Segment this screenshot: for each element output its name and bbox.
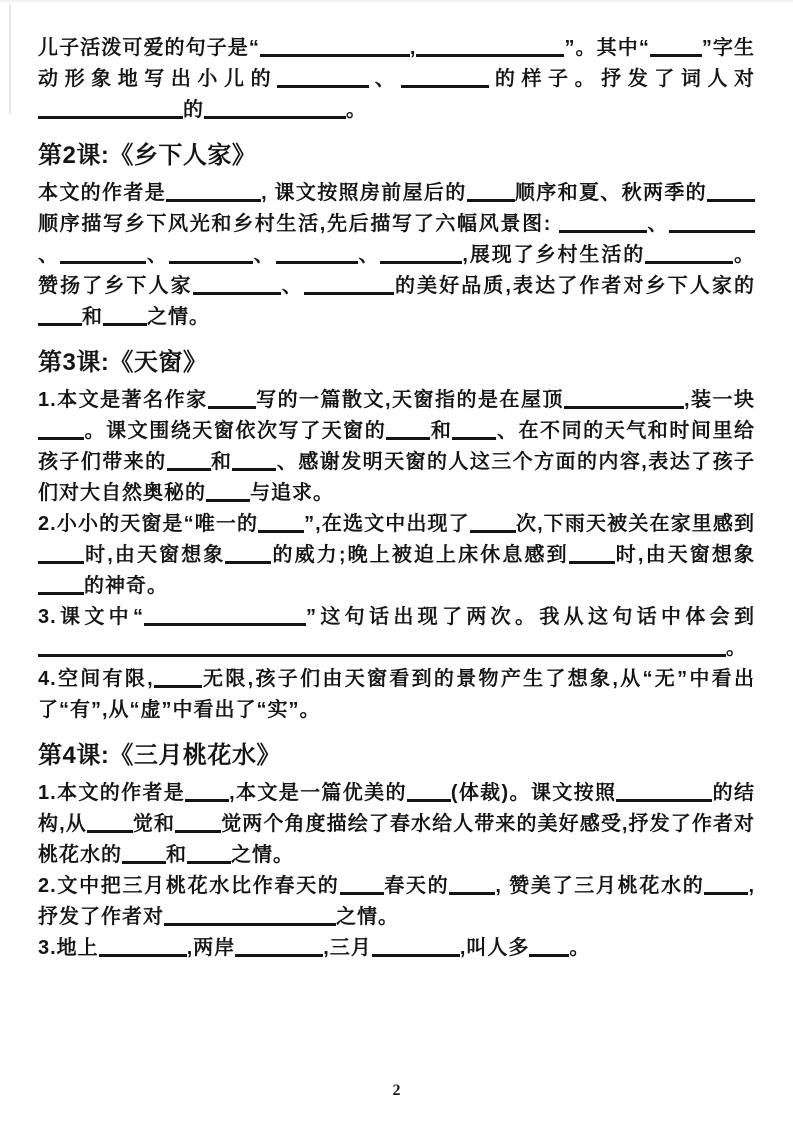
fill-in-blank <box>529 942 569 957</box>
text-run: 顺序和夏、秋两季的 <box>514 182 708 204</box>
text-run: 、 <box>369 68 402 90</box>
text-run: 1.本文的作者是 <box>38 782 186 804</box>
fill-in-blank <box>166 187 261 202</box>
text-run: (体裁)。课文按照 <box>450 782 617 804</box>
fill-in-blank <box>99 942 187 957</box>
text-run: ,三月 <box>323 937 372 959</box>
text-run: 觉和 <box>132 813 176 835</box>
section-heading: 第3课:《天窗》 <box>38 349 208 376</box>
text-run: 和 <box>430 420 453 442</box>
text-run: 3.地上 <box>38 937 99 959</box>
text-run: ”,在选文中出现了 <box>304 513 470 535</box>
fill-in-blank <box>260 42 410 57</box>
fill-in-blank <box>452 425 496 440</box>
fill-in-blank <box>449 880 495 895</box>
fill-in-blank <box>650 42 702 57</box>
text-run: 的威力;晚上被迫上床休息感到 <box>271 544 569 566</box>
fill-in-blank <box>386 425 430 440</box>
worksheet-paragraph <box>38 933 755 964</box>
text-run: 的结构,从 <box>38 782 755 835</box>
text-run: 时,由天窗想象 <box>84 544 226 566</box>
fill-in-blank <box>645 249 733 264</box>
fill-in-blank <box>467 187 515 202</box>
worksheet-paragraph <box>38 509 755 602</box>
text-run: 、在不同的天气和时间里给孩子们带来的 <box>38 420 756 473</box>
text-run: 。 <box>569 937 591 959</box>
fill-in-blank <box>559 218 647 233</box>
text-run: 。 <box>726 637 747 659</box>
page-number: 2 <box>392 1082 401 1099</box>
scan-edge-artifact <box>9 4 11 114</box>
text-run: , <box>409 37 417 59</box>
fill-in-blank <box>103 311 147 326</box>
text-run: 之情。 <box>147 306 210 328</box>
fill-in-blank <box>372 942 460 957</box>
scan-edge-artifact <box>0 0 793 2</box>
fill-in-blank <box>185 787 229 802</box>
fill-in-blank <box>304 280 394 295</box>
worksheet-paragraph <box>38 33 755 126</box>
fill-in-blank <box>38 311 82 326</box>
fill-in-blank <box>277 73 369 88</box>
text-run: ,本文是一篇优美的 <box>229 782 407 804</box>
fill-in-blank <box>470 518 516 533</box>
text-run: ,叫人多 <box>459 937 530 959</box>
fill-in-blank <box>380 249 462 264</box>
fill-in-blank <box>407 787 451 802</box>
fill-in-blank <box>564 394 684 409</box>
worksheet-paragraph <box>38 385 755 509</box>
fill-in-blank <box>340 880 384 895</box>
text-run: 觉两个角度描绘了春水给人带来的美好感受,抒发了作者对桃花水的 <box>38 813 756 866</box>
text-run: 和 <box>166 844 187 866</box>
text-run: 之情。 <box>231 844 294 866</box>
text-run: 3.课文中“ <box>38 606 145 628</box>
fill-in-blank <box>87 818 133 833</box>
text-run: 与追求。 <box>250 482 334 504</box>
section-heading: 第4课:《三月桃花水》 <box>38 742 281 769</box>
fill-in-blank <box>401 73 489 88</box>
worksheet-paragraph <box>38 871 755 933</box>
fill-in-blank <box>569 549 615 564</box>
text-run: ”这句话出现了两次。我从这句话中体会到 <box>306 606 755 628</box>
fill-in-blank <box>154 673 202 688</box>
text-run: ”字生动形象地写出小儿的 <box>38 37 756 90</box>
text-run: 儿子活泼可爱的句子是“ <box>38 37 260 59</box>
fill-in-blank <box>144 611 306 626</box>
text-run: 次,下雨天被关在家里感到 <box>515 513 755 535</box>
section-heading: 第2课:《乡下人家》 <box>38 142 257 169</box>
fill-in-blank <box>187 849 231 864</box>
text-run: 和 <box>82 306 103 328</box>
text-run: 。课文围绕天窗依次写了天窗的 <box>84 420 387 442</box>
fill-in-blank <box>707 187 755 202</box>
text-run: 2.小小的天窗是“唯一的 <box>38 513 259 535</box>
text-run: 、 <box>145 244 169 266</box>
text-run: ,两岸 <box>186 937 236 959</box>
fill-in-blank <box>616 787 712 802</box>
text-run: 1.本文是著名作家 <box>38 389 208 411</box>
text-run: 。赞扬了乡下人家 <box>38 244 756 297</box>
fill-in-blank <box>175 818 221 833</box>
text-run: 、 <box>252 244 276 266</box>
fill-in-blank <box>193 280 281 295</box>
worksheet-paragraph <box>38 178 755 333</box>
fill-in-blank <box>258 518 304 533</box>
fill-in-blank <box>276 249 358 264</box>
text-run: 、 <box>646 213 670 235</box>
text-run: 时,由天窗想象 <box>614 544 755 566</box>
text-run: ,展现了乡村生活的 <box>462 244 646 266</box>
text-run: 、感谢发明天窗的人这三个方面的内容,表达了孩子们对大自然奥秘的 <box>38 451 756 504</box>
text-run: 之情。 <box>336 906 399 928</box>
text-run: 的神奇。 <box>84 575 168 597</box>
text-run: , 赞美了三月桃花水的 <box>495 875 705 897</box>
text-run: 的样子。抒发了词人对 <box>489 68 756 90</box>
fill-in-blank <box>208 394 256 409</box>
fill-in-blank <box>225 549 271 564</box>
fill-in-blank <box>204 104 346 119</box>
fill-in-blank <box>235 942 323 957</box>
fill-in-blank <box>669 218 755 233</box>
page-footer <box>0 1082 793 1100</box>
fill-in-blank <box>60 249 146 264</box>
text-run: 写的一篇散文,天窗指的是在屋顶 <box>255 389 564 411</box>
worksheet-paragraph <box>38 778 755 871</box>
document-content <box>38 33 755 964</box>
worksheet-paragraph <box>38 602 755 664</box>
text-run: 的美好品质,表达了作者对乡下人家的 <box>393 275 755 297</box>
fill-in-blank <box>167 456 211 471</box>
fill-in-blank <box>169 249 253 264</box>
text-run: 、 <box>357 244 381 266</box>
text-run: 、 <box>280 275 304 297</box>
worksheet-paragraph <box>38 664 755 726</box>
text-run: 和 <box>210 451 233 473</box>
text-run: 2.文中把三月桃花水比作春天的 <box>38 875 340 897</box>
fill-in-blank <box>164 911 336 926</box>
fill-in-blank <box>206 487 250 502</box>
fill-in-blank <box>38 425 84 440</box>
text-run: ,抒发了作者对 <box>38 875 755 928</box>
fill-in-blank <box>38 104 183 119</box>
fill-in-blank <box>38 642 726 657</box>
text-run: 4.空间有限, <box>38 668 154 690</box>
text-run: 顺序描写乡下风光和乡村生活,先后描写了六幅风景图: <box>38 213 559 235</box>
text-run: ,装一块 <box>683 389 755 411</box>
text-run: 无限,孩子们由天窗看到的景物产生了想象,从“无”中看出了“有”,从“虚”中看出了“实”。 <box>38 668 755 721</box>
text-run: 、 <box>38 244 60 266</box>
text-run: ”。其中“ <box>564 37 650 59</box>
text-run: 。 <box>346 99 367 121</box>
text-run: 的 <box>183 99 204 121</box>
fill-in-blank <box>122 849 166 864</box>
fill-in-blank <box>38 580 84 595</box>
text-run: , 课文按照房前屋后的 <box>261 182 467 204</box>
text-run: 春天的 <box>383 875 450 897</box>
text-run: 本文的作者是 <box>38 182 167 204</box>
fill-in-blank <box>232 456 276 471</box>
fill-in-blank <box>704 880 748 895</box>
fill-in-blank <box>416 42 564 57</box>
fill-in-blank <box>38 549 84 564</box>
